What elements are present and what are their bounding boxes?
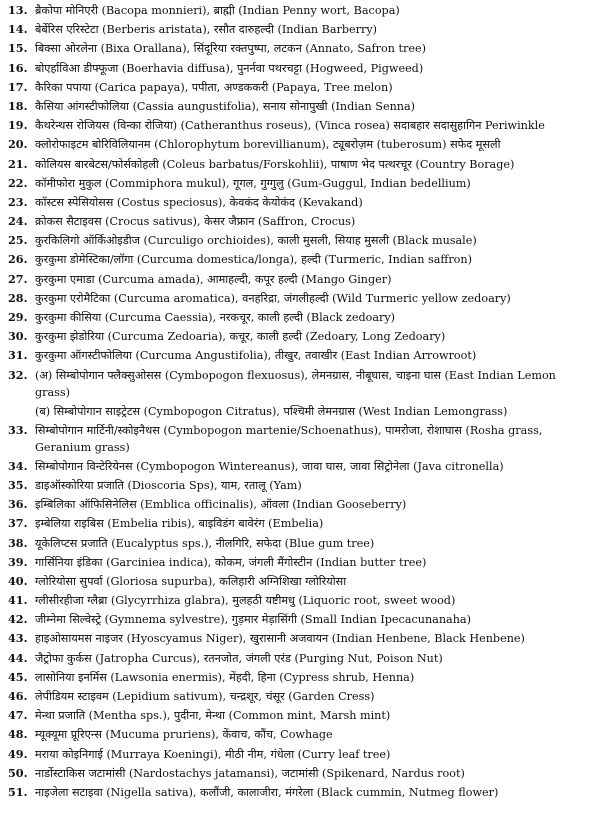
list-item [8, 783, 594, 802]
item-number: 29. [8, 310, 28, 324]
list-item [8, 476, 594, 495]
item-text: कैथरेन्थस रोजियस (विन्का रोजिया) (Catheranthus roseus), (Vinca rosea) सदाबहार सदासुहागिन Periwinkle [35, 119, 545, 133]
item-number: 41. [8, 593, 28, 608]
list-item [8, 457, 594, 476]
item-text: जीम्नेमा सिल्वेस्ट्रे (Gymnema sylvestre), गुड़मार मेड़ासिंगी (Small Indian Ipecacunanaha) [35, 613, 471, 627]
list-item [8, 572, 594, 591]
item-text: कुरकुमा एरोमैटिका (Curcuma aromatica), वनहरिद्रा, जंगलीहल्दी (Wild Turmeric yellow zedoary) [35, 291, 511, 305]
item-number: 30. [8, 329, 28, 344]
item-number: 21. [8, 156, 28, 171]
list-item [8, 1, 594, 20]
item-text: क्लोरोफाइटम बोरिविलियानम (Chlorophytum borevillianum), ट्यूबरोज़म (tuberosum) सफेद मूसली [35, 138, 501, 152]
list-item [8, 346, 594, 365]
list-item [8, 629, 594, 648]
item-text: बेर्बेरिस एरिस्टेटा (Berberis aristata), रसौत दारुहल्दी (Indian Barberry) [35, 23, 378, 37]
item-text: लेपीडियम स्टाइवम (Lepidium sativum), चन्द्रशूर, चंसूर (Garden Cress) [35, 690, 375, 704]
item-text: सिम्बोपोगान विन्टेरियेनस (Cymbopogon Wintereanus), जावा घास, जावा सिट्रोनेला (Java citronella) [35, 459, 504, 473]
list-item [8, 366, 594, 402]
item-number: 23. [8, 194, 28, 209]
list-item [8, 20, 594, 39]
item-text: कोलियस बारबेटस/फोर्सकोहली (Coleus barbatus/Forskohlii), पाषाण भेद पत्थरचूर (Country Borage) [35, 157, 515, 171]
list-item [8, 327, 594, 346]
item-number: 47. [8, 708, 28, 723]
item-text: बिक्सा ओरलेना (Bixa Orallana), सिंदूरिया रक्तपुष्पा, लटकन (Annato, Safron tree) [35, 42, 426, 56]
item-text: इम्बिलिका ऑफिसिनेलिस (Emblica officinalis), ऑवला (Indian Gooseberry) [35, 498, 407, 512]
item-text: कैरिका पपाया (Carica papaya), पपीता, अण्डककरी (Papaya, Tree melon) [35, 80, 393, 94]
list-item [8, 745, 594, 764]
list-item [8, 59, 594, 78]
list-item [8, 553, 594, 572]
item-text: बोएर्हाविआ डीफ्फूजा (Boerhavia diffusa), पुनर्नवा पथरचट्टा (Hogweed, Pigweed) [35, 61, 424, 75]
item-number: 14. [8, 22, 28, 37]
item-number: 43. [8, 631, 28, 646]
item-text: कुरकुमा कीसिया (Curcuma Caessia), नरकचूर, काली हल्दी (Black zedoary) [35, 311, 396, 324]
item-number: 16. [8, 60, 28, 75]
item-text: डाइऑस्कोरिया प्रजाति (Dioscoria Sps), याम, रतालू (Yam) [35, 478, 302, 492]
list-item [8, 116, 594, 135]
item-number: 15. [8, 41, 28, 56]
item-number: 50. [8, 765, 28, 780]
list-item [8, 649, 594, 668]
item-text: कुरकुमा ऑगस्टीफोलिया (Curcuma Angustifolia), तीखुर, तवाखीर (East Indian Arrowroot) [35, 349, 477, 363]
item-text: लासोनिया इनर्मिस (Lawsonia enermis), मेंहदी, हिना (Cypress shrub, Henna) [35, 670, 415, 684]
list-item [8, 212, 594, 231]
list-item [8, 402, 594, 421]
item-text: ब्रैकोपा मोनिएरी (Bacopa monnieri), ब्राह्मी (Indian Penny wort, Bacopa) [35, 4, 400, 17]
item-number: 36. [8, 497, 28, 512]
item-number: 39. [8, 554, 28, 569]
item-text: हाइओसायमस नाइजर (Hyoscyamus Niger), खुरासानी अजवायन (Indian Henbene, Black Henbene) [35, 632, 525, 646]
item-number: 31. [8, 348, 28, 363]
item-number: 45. [8, 669, 28, 684]
list-item [8, 174, 594, 193]
list-item [8, 591, 594, 610]
item-number: 19. [8, 118, 28, 133]
item-number: 18. [8, 98, 28, 113]
item-text: इम्बेलिया राइबिस (Embelia ribis), बाइविडंग बावेरंग (Embelia) [35, 517, 324, 531]
item-text: कॉमीफोरा मुकुल (Commiphora mukul), गूगल, गुग्गुलु (Gum-Guggul, Indian bedellium) [35, 176, 471, 190]
item-number: 25. [8, 233, 28, 248]
item-text: क्रोकस सैटाइवस (Crocus sativus), केसर जैफ्रान (Saffron, Crocus) [35, 215, 356, 229]
item-text: कुरकुमा एमाडा (Curcuma amada), आमाहल्दी, कपूर हल्दी (Mango Ginger) [35, 272, 392, 286]
list-item [8, 270, 594, 289]
list-item [8, 193, 594, 212]
list-item [8, 514, 594, 533]
list-item [8, 78, 594, 97]
item-text: ग्लीसीरहीजा ग्लैब्रा (Glycyrrhiza glabra), मुलहठी यष्टीमधु (Liquoric root, sweet wood) [35, 594, 456, 608]
item-text: (अ) सिम्बोपोगान फ्लैक्सुओसस (Cymbopogon flexuosus), लेमनग्रास, नीबूघास, चाइना घास (East Indian Lemon grass) [35, 368, 556, 399]
item-text: कुरकिलिगो ऑर्किओइडीज (Curculigo orchioides), काली मुसली, सियाह मुसली (Black musale) [35, 234, 477, 248]
item-number: 51. [8, 784, 28, 799]
list-item [8, 155, 594, 174]
item-number: 42. [8, 612, 28, 627]
item-text: (ब) सिम्बोपोगान साइट्रेटस (Cymbopogon Citratus), पश्चिमी लेमनग्रास (West Indian Lemongrass) [35, 404, 508, 418]
list-item [8, 534, 594, 553]
list-item [8, 308, 594, 327]
list-item [8, 610, 594, 629]
item-number: 35. [8, 477, 28, 492]
list-item [8, 135, 594, 154]
item-number: 44. [8, 650, 28, 665]
item-text: यूकेलिप्टस प्रजाति (Eucalyptus sps.), नीलगिरि, सफेदा (Blue gum tree) [35, 536, 375, 550]
list-item [8, 668, 594, 687]
item-number: 26. [8, 252, 28, 267]
item-text: कैसिया आंगस्टीफोलिया (Cassia aungustifolia), सनाय सोनापुखी (Indian Senna) [35, 99, 416, 113]
item-number: 37. [8, 516, 28, 531]
item-text: ग्लोरियोसा सुपर्वा (Gloriosa supurba), कलिहारी अग्निशिखा ग्लोरियोसा [35, 574, 347, 588]
list-item [8, 764, 594, 783]
item-text: नार्डोस्टाकिस जटामांसी (Nardostachys jatamansi), जटामांसी (Spikenard, Nardus root) [35, 766, 465, 780]
item-text: मराया कोइनिगाई (Murraya Koeningi), मीठी नीम, गंधेला (Curry leaf tree) [35, 747, 391, 761]
item-number: 13. [8, 3, 28, 17]
item-text: म्यूक्यूमा प्रूरिएन्स (Mucuma pruriens), केंवाच, कौंच, Cowhage [35, 728, 333, 742]
list-item [8, 706, 594, 725]
item-number: 32. [8, 367, 28, 382]
list-item [8, 250, 594, 269]
list-item [8, 687, 594, 706]
item-number: 48. [8, 727, 28, 742]
item-text: कुरकुमा डोमेस्टिका/लॉगा (Curcuma domestica/longa), हल्दी (Turmeric, Indian saffron) [35, 253, 472, 267]
list-item [8, 421, 594, 457]
list-item [8, 289, 594, 308]
item-number: 33. [8, 422, 28, 437]
list-item [8, 39, 594, 58]
item-text: मेन्था प्रजाति (Mentha sps.), पुदीना, मेन्था (Common mint, Marsh mint) [35, 709, 391, 723]
item-text: गार्सिनिया इंडिका (Garciniea indica), कोकम, जंगली मैंगोस्टीन (Indian butter tree) [35, 555, 427, 569]
list-item [8, 231, 594, 250]
item-text: सिम्बोपोगान मार्टिनी/स्कोइनैथस (Cymbopogon martenie/Schoenathus), पामरोजा, रोशाघास (Rosha grass, Geranium grass) [35, 423, 543, 454]
list-item [8, 495, 594, 514]
item-number: 20. [8, 137, 28, 152]
item-number: 49. [8, 746, 28, 761]
item-number: 22. [8, 175, 28, 190]
list-item [8, 97, 594, 116]
item-text: जैट्रोफा कुर्कस (Jatropha Curcus), रतनजोत, जंगली एरंड (Purging Nut, Poison Nut) [35, 651, 443, 665]
list-item [8, 725, 594, 744]
item-number: 34. [8, 458, 28, 473]
item-number: 38. [8, 535, 28, 550]
item-text: कॉस्टस स्पेसियोसस (Costus speciosus), केवकंद केयोकंद (Kevakand) [35, 195, 363, 209]
item-number: 28. [8, 290, 28, 305]
item-number: 24. [8, 214, 28, 229]
item-text: कुरकुमा झेडोरिया (Curcuma Zedoaria), कचूर, काली हल्दी (Zedoary, Long Zedoary) [35, 330, 446, 344]
item-number: 40. [8, 573, 28, 588]
item-number: 17. [8, 79, 28, 94]
item-number: 46. [8, 689, 28, 704]
item-text: नाइजेला सटाइवा (Nigella sativa), कलौंजी, कालाजीरा, मंगरेला (Black cummin, Nutmeg flower) [35, 785, 499, 799]
item-number: 27. [8, 271, 28, 286]
